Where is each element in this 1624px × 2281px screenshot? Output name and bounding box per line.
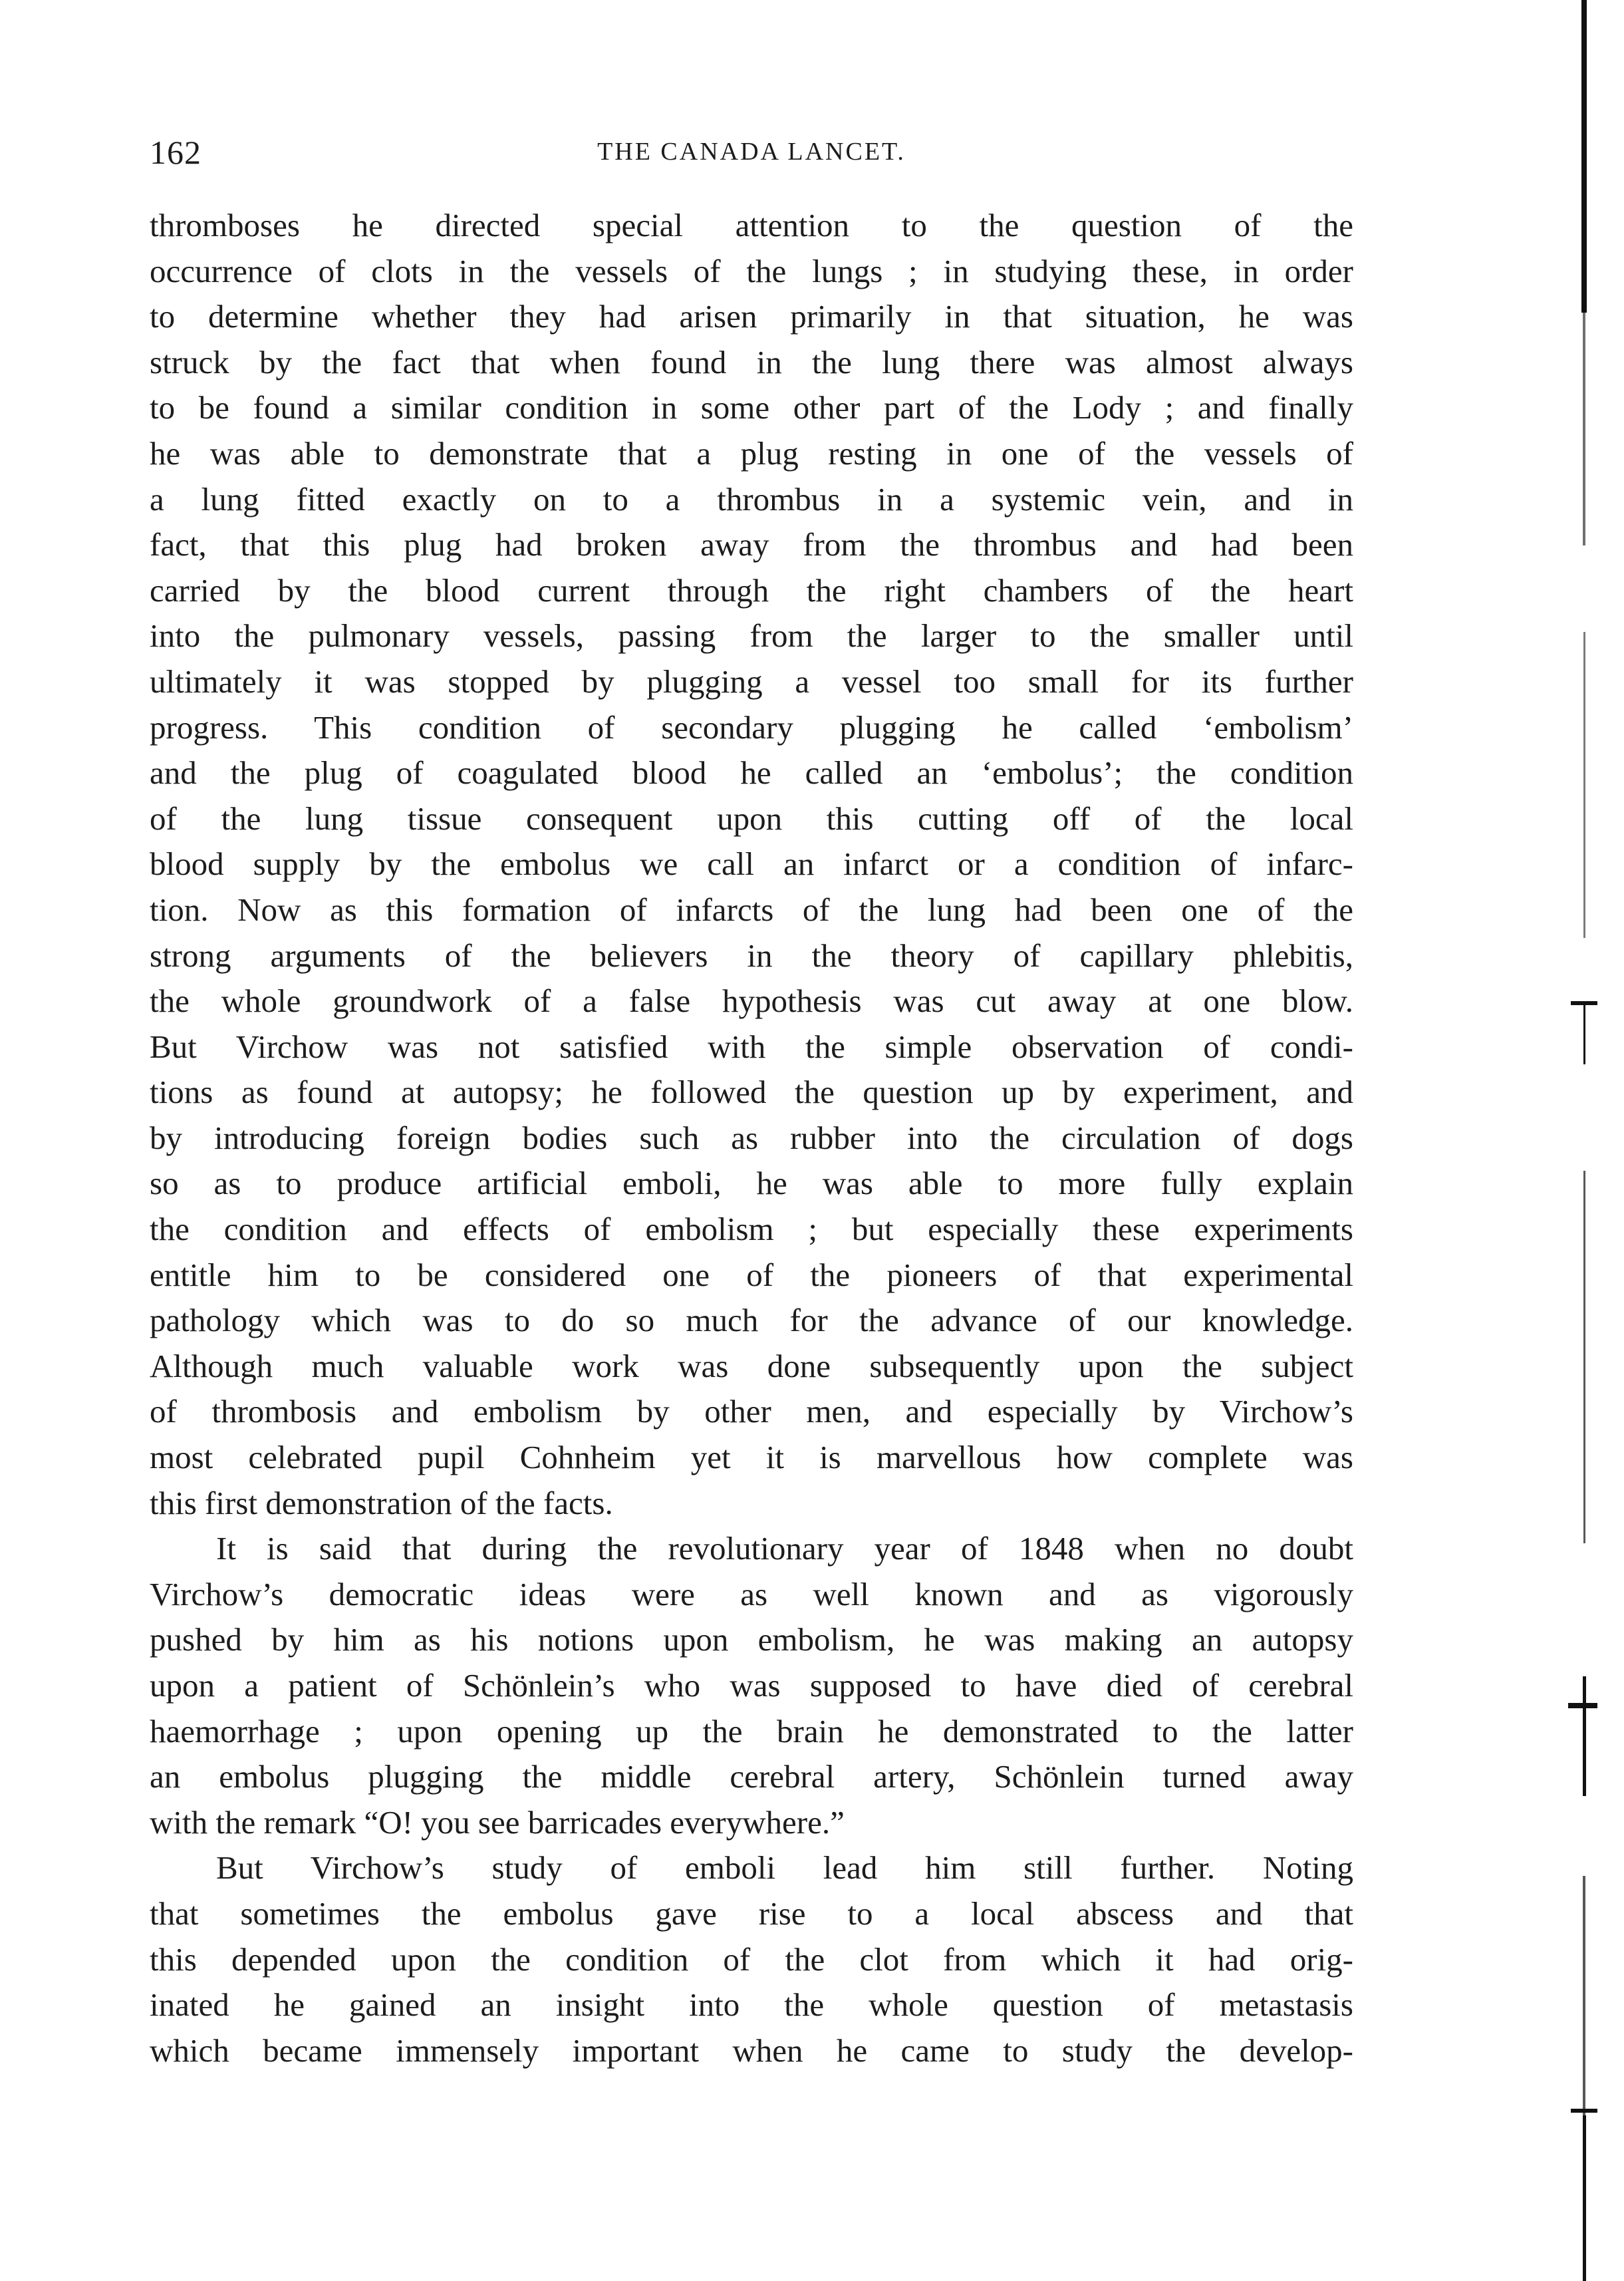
text-line: that sometimes the embolus gave rise to a local abscess and that — [150, 1895, 1353, 1932]
text-line: this depended upon the condition of the clot from which it had orig- — [150, 1940, 1353, 1978]
text-line: which became immensely important when he came to study the develop- — [150, 2032, 1353, 2069]
journal-title: THE CANADA LANCET. — [597, 138, 906, 166]
text-line: blood supply by the embolus we call an infarct or a condition of infarc- — [150, 845, 1353, 883]
text-line: and the plug of coagulated blood he called an ‘embolus’; the condition — [150, 754, 1353, 792]
paragraph-end-line: with the remark “O! you see barricades everywhere.” — [150, 1803, 845, 1841]
text-line: a lung fitted exactly on to a thrombus in a systemic vein, and in — [150, 480, 1353, 518]
text-line: struck by the fact that when found in the lung there was almost always — [150, 343, 1353, 380]
text-line: pushed by him as his notions upon embolism, he was making an autopsy — [150, 1621, 1353, 1658]
binding-mark — [1583, 1004, 1585, 1064]
text-line: the condition and effects of embolism ; but especially these experiments — [150, 1211, 1353, 1248]
text-line: ultimately it was stopped by plugging a vessel too small for its further — [150, 663, 1353, 700]
text-line: thromboses he directed special attention to the question of the — [150, 207, 1353, 243]
text-line: fact, that this plug had broken away from the thrombus and had been — [150, 526, 1353, 563]
text-line: progress. This condition of secondary plugging he called ‘embolism’ — [150, 708, 1353, 746]
text-line: the whole groundwork of a false hypothesis was cut away at one blow. — [150, 983, 1353, 1020]
paragraph-end-line: this first demonstration of the facts. — [150, 1484, 613, 1521]
text-line: strong arguments of the believers in the theory of capillary phlebitis, — [150, 937, 1353, 974]
text-line: upon a patient of Schönlein’s who was supposed to have died of cerebral — [150, 1667, 1353, 1704]
paragraph-start-line: But Virchow’s study of emboli lead him still further. Noting — [216, 1849, 1353, 1887]
text-line: entitle him to be considered one of the pioneers of that experimental — [150, 1256, 1353, 1293]
text-line: carried by the blood current through the right chambers of the heart — [150, 571, 1353, 609]
text-line: occurrence of clots in the vessels of the lungs ; in studying these, in order — [150, 252, 1353, 289]
article-body — [150, 203, 1353, 2073]
binding-mark — [1583, 306, 1585, 545]
binding-mark — [1571, 2109, 1597, 2113]
binding-mark — [1583, 1876, 1585, 2122]
text-line: Although much valuable work was done subsequently upon the subject — [150, 1347, 1353, 1384]
text-line: of thrombosis and embolism by other men, and especially by Virchow’s — [150, 1393, 1353, 1430]
page-number: 162 — [150, 134, 202, 171]
text-line: an embolus plugging the middle cerebral artery, Schönlein turned away — [150, 1758, 1353, 1795]
binding-mark — [1583, 2115, 1586, 2281]
binding-mark — [1583, 1676, 1586, 1796]
text-line: tion. Now as this formation of infarcts of the lung had been one of the — [150, 891, 1353, 928]
text-line: Virchow’s democratic ideas were as well known and as vigorously — [150, 1575, 1353, 1612]
binding-mark — [1583, 632, 1585, 938]
running-head — [150, 133, 1353, 180]
text-line: by introducing foreign bodies such as rubber into the circulation of dogs — [150, 1119, 1353, 1156]
text-line: into the pulmonary vessels, passing from the larger to the smaller until — [150, 617, 1353, 655]
text-line: tions as found at autopsy; he followed the question up by experiment, and — [150, 1074, 1353, 1111]
text-line: inated he gained an insight into the whole question of metastasis — [150, 1986, 1353, 2024]
text-line: haemorrhage ; upon opening up the brain he demonstrated to the latter — [150, 1712, 1353, 1749]
text-line: pathology which was to do so much for the advance of our knowledge. — [150, 1302, 1353, 1339]
text-line: of the lung tissue consequent upon this cutting off of the local — [150, 800, 1353, 837]
text-line: most celebrated pupil Cohnheim yet it is marvellous how complete was — [150, 1439, 1353, 1476]
text-line: so as to produce artificial emboli, he was able to more fully explain — [150, 1165, 1353, 1202]
text-line: But Virchow was not satisfied with the simple observation of condi- — [150, 1028, 1353, 1065]
binding-mark — [1581, 0, 1587, 313]
text-line: to be found a similar condition in some other part of the Lody ; and finally — [150, 389, 1353, 426]
paragraph-start-line: It is said that during the revolutionary year of 1848 when no doubt — [216, 1530, 1353, 1567]
text-line: to determine whether they had arisen primarily in that situation, he was — [150, 298, 1353, 335]
text-line: he was able to demonstrate that a plug resting in one of the vessels of — [150, 434, 1353, 472]
binding-mark — [1583, 1171, 1585, 1543]
binding-edge-artifacts — [1556, 0, 1624, 2281]
